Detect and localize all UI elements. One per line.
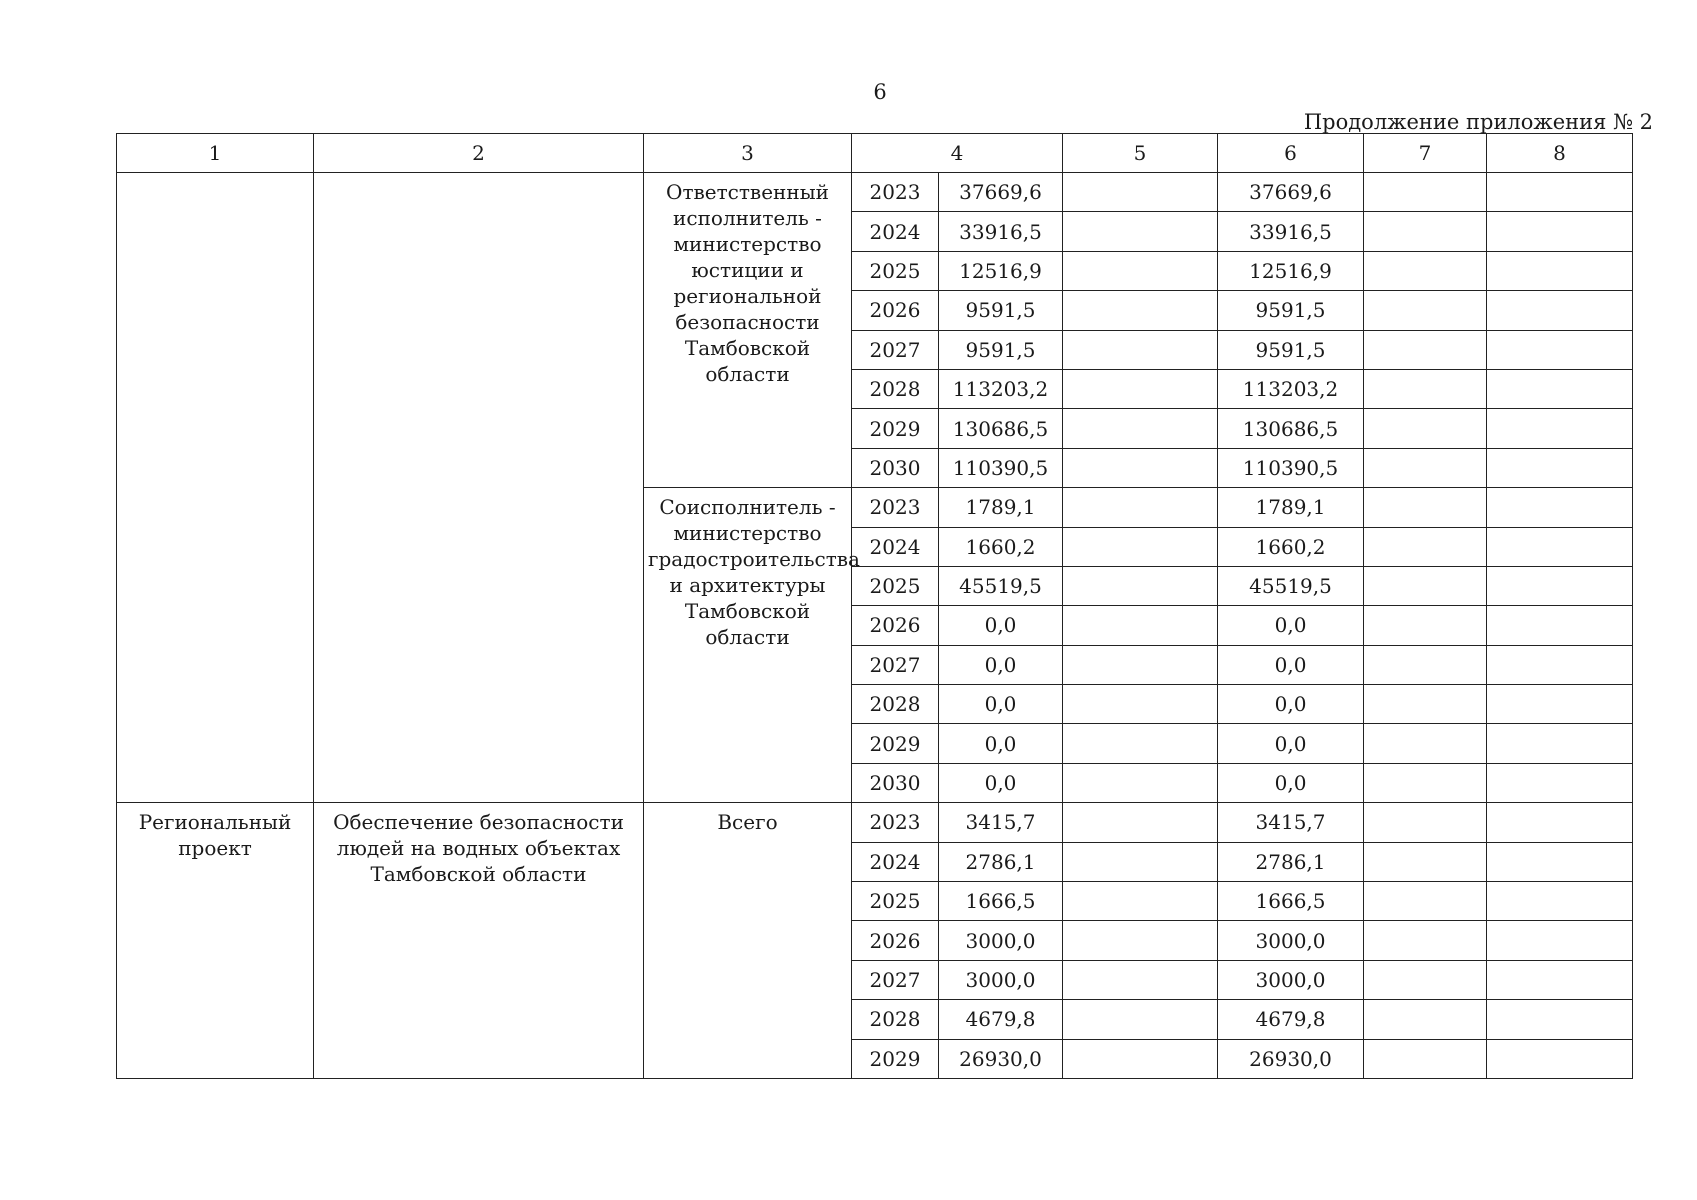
cell-col6: 9591,5 [1218, 330, 1364, 369]
header-col-4: 4 [852, 134, 1063, 173]
cell-col7 [1364, 527, 1487, 566]
cell-col5 [1063, 212, 1218, 251]
cell-col5 [1063, 330, 1218, 369]
cell-col7 [1364, 882, 1487, 921]
cell-col8 [1487, 173, 1633, 212]
cell-year: 2030 [852, 448, 939, 487]
cell-total: 33916,5 [939, 212, 1063, 251]
cell-col6: 3000,0 [1218, 921, 1364, 960]
cell-col8 [1487, 645, 1633, 684]
cell-col6: 0,0 [1218, 763, 1364, 802]
cell-col5 [1063, 803, 1218, 842]
cell-total: 45519,5 [939, 566, 1063, 605]
cell-col6: 45519,5 [1218, 566, 1364, 605]
cell-col6: 2786,1 [1218, 842, 1364, 881]
cell-col3-executor: Соисполнитель - министерство градостроительства и архитектуры Тамбовской области [644, 488, 852, 803]
cell-col6: 26930,0 [1218, 1039, 1364, 1078]
cell-year: 2026 [852, 291, 939, 330]
cell-col7 [1364, 212, 1487, 251]
cell-total: 0,0 [939, 685, 1063, 724]
cell-col8 [1487, 212, 1633, 251]
header-col-7: 7 [1364, 134, 1487, 173]
cell-col7 [1364, 803, 1487, 842]
cell-col7 [1364, 606, 1487, 645]
cell-col5 [1063, 763, 1218, 802]
cell-col8 [1487, 882, 1633, 921]
cell-col5 [1063, 566, 1218, 605]
cell-col7 [1364, 448, 1487, 487]
cell-col7 [1364, 1000, 1487, 1039]
cell-col2-name: Обеспечение безопасности людей на водных объектах Тамбовской области [314, 803, 644, 1079]
cell-col6: 12516,9 [1218, 251, 1364, 290]
cell-year: 2024 [852, 842, 939, 881]
cell-total: 0,0 [939, 645, 1063, 684]
cell-col7 [1364, 645, 1487, 684]
cell-col6: 4679,8 [1218, 1000, 1364, 1039]
cell-total: 37669,6 [939, 173, 1063, 212]
cell-col7 [1364, 921, 1487, 960]
cell-total: 9591,5 [939, 330, 1063, 369]
cell-col8 [1487, 803, 1633, 842]
table-row [117, 173, 1633, 212]
cell-year: 2023 [852, 173, 939, 212]
cell-col5 [1063, 645, 1218, 684]
cell-col6: 3000,0 [1218, 960, 1364, 999]
cell-col8 [1487, 842, 1633, 881]
cell-year: 2024 [852, 212, 939, 251]
cell-year: 2023 [852, 488, 939, 527]
cell-total: 3415,7 [939, 803, 1063, 842]
cell-col6: 1789,1 [1218, 488, 1364, 527]
cell-total: 0,0 [939, 606, 1063, 645]
cell-col7 [1364, 763, 1487, 802]
cell-year: 2023 [852, 803, 939, 842]
cell-total: 130686,5 [939, 409, 1063, 448]
cell-total: 113203,2 [939, 369, 1063, 408]
cell-col6: 1666,5 [1218, 882, 1364, 921]
cell-year: 2024 [852, 527, 939, 566]
cell-total: 12516,9 [939, 251, 1063, 290]
cell-col6: 9591,5 [1218, 291, 1364, 330]
cell-col3-executor: Всего [644, 803, 852, 1079]
cell-col5 [1063, 291, 1218, 330]
header-col-2: 2 [314, 134, 644, 173]
cell-col7 [1364, 960, 1487, 999]
cell-total: 1666,5 [939, 882, 1063, 921]
cell-col7 [1364, 685, 1487, 724]
cell-col7 [1364, 330, 1487, 369]
cell-col6: 33916,5 [1218, 212, 1364, 251]
cell-year: 2027 [852, 960, 939, 999]
cell-col1-program [117, 173, 314, 803]
cell-col8 [1487, 291, 1633, 330]
cell-year: 2029 [852, 1039, 939, 1078]
cell-col8 [1487, 409, 1633, 448]
cell-total: 1660,2 [939, 527, 1063, 566]
cell-col8 [1487, 251, 1633, 290]
cell-col7 [1364, 724, 1487, 763]
cell-year: 2027 [852, 330, 939, 369]
cell-col8 [1487, 921, 1633, 960]
cell-col5 [1063, 882, 1218, 921]
cell-year: 2026 [852, 921, 939, 960]
table-row [117, 803, 1633, 842]
cell-col2-name [314, 173, 644, 803]
cell-col5 [1063, 251, 1218, 290]
cell-col8 [1487, 685, 1633, 724]
cell-total: 4679,8 [939, 1000, 1063, 1039]
cell-col8 [1487, 960, 1633, 999]
cell-col7 [1364, 173, 1487, 212]
cell-year: 2030 [852, 763, 939, 802]
cell-total: 0,0 [939, 763, 1063, 802]
cell-col7 [1364, 488, 1487, 527]
cell-col6: 0,0 [1218, 685, 1364, 724]
cell-col8 [1487, 1000, 1633, 1039]
header-col-1: 1 [117, 134, 314, 173]
cell-year: 2028 [852, 369, 939, 408]
cell-year: 2025 [852, 251, 939, 290]
cell-col5 [1063, 409, 1218, 448]
header-row [117, 134, 1633, 173]
cell-col8 [1487, 763, 1633, 802]
cell-col5 [1063, 369, 1218, 408]
cell-year: 2027 [852, 645, 939, 684]
cell-col5 [1063, 448, 1218, 487]
cell-col5 [1063, 1039, 1218, 1078]
cell-year: 2028 [852, 1000, 939, 1039]
cell-total: 0,0 [939, 724, 1063, 763]
cell-year: 2029 [852, 724, 939, 763]
header-col-6: 6 [1218, 134, 1364, 173]
cell-col8 [1487, 527, 1633, 566]
cell-total: 3000,0 [939, 960, 1063, 999]
continuation-label: Продолжение приложения № 2 [1303, 110, 1653, 134]
cell-col8 [1487, 448, 1633, 487]
cell-col5 [1063, 173, 1218, 212]
cell-total: 1789,1 [939, 488, 1063, 527]
cell-col5 [1063, 527, 1218, 566]
cell-col7 [1364, 409, 1487, 448]
cell-col8 [1487, 566, 1633, 605]
funding-table [116, 133, 1633, 1079]
cell-col5 [1063, 685, 1218, 724]
cell-year: 2028 [852, 685, 939, 724]
cell-col6: 110390,5 [1218, 448, 1364, 487]
cell-col5 [1063, 724, 1218, 763]
cell-col7 [1364, 566, 1487, 605]
cell-col8 [1487, 606, 1633, 645]
cell-col8 [1487, 488, 1633, 527]
cell-col8 [1487, 330, 1633, 369]
cell-col7 [1364, 251, 1487, 290]
cell-col6: 0,0 [1218, 645, 1364, 684]
cell-col5 [1063, 842, 1218, 881]
cell-col8 [1487, 724, 1633, 763]
cell-col7 [1364, 291, 1487, 330]
cell-col7 [1364, 369, 1487, 408]
cell-col7 [1364, 842, 1487, 881]
cell-col6: 0,0 [1218, 724, 1364, 763]
cell-year: 2026 [852, 606, 939, 645]
cell-col5 [1063, 1000, 1218, 1039]
cell-col6: 0,0 [1218, 606, 1364, 645]
cell-year: 2025 [852, 566, 939, 605]
cell-col5 [1063, 960, 1218, 999]
cell-col6: 37669,6 [1218, 173, 1364, 212]
cell-col7 [1364, 1039, 1487, 1078]
cell-total: 26930,0 [939, 1039, 1063, 1078]
page-number: 6 [873, 80, 887, 104]
header-col-5: 5 [1063, 134, 1218, 173]
cell-col5 [1063, 606, 1218, 645]
cell-total: 2786,1 [939, 842, 1063, 881]
cell-col6: 113203,2 [1218, 369, 1364, 408]
cell-total: 3000,0 [939, 921, 1063, 960]
cell-col3-executor: Ответственный исполнитель - министерство юстиции и региональной безопасности Тамбовской области [644, 173, 852, 488]
table-body [117, 173, 1633, 1079]
header-col-8: 8 [1487, 134, 1633, 173]
cell-col6: 1660,2 [1218, 527, 1364, 566]
cell-col8 [1487, 1039, 1633, 1078]
cell-col1-program: Региональный проект [117, 803, 314, 1079]
cell-year: 2029 [852, 409, 939, 448]
cell-col6: 3415,7 [1218, 803, 1364, 842]
cell-col5 [1063, 488, 1218, 527]
cell-col8 [1487, 369, 1633, 408]
cell-col5 [1063, 921, 1218, 960]
header-col-3: 3 [644, 134, 852, 173]
cell-year: 2025 [852, 882, 939, 921]
cell-total: 110390,5 [939, 448, 1063, 487]
cell-col6: 130686,5 [1218, 409, 1364, 448]
cell-total: 9591,5 [939, 291, 1063, 330]
